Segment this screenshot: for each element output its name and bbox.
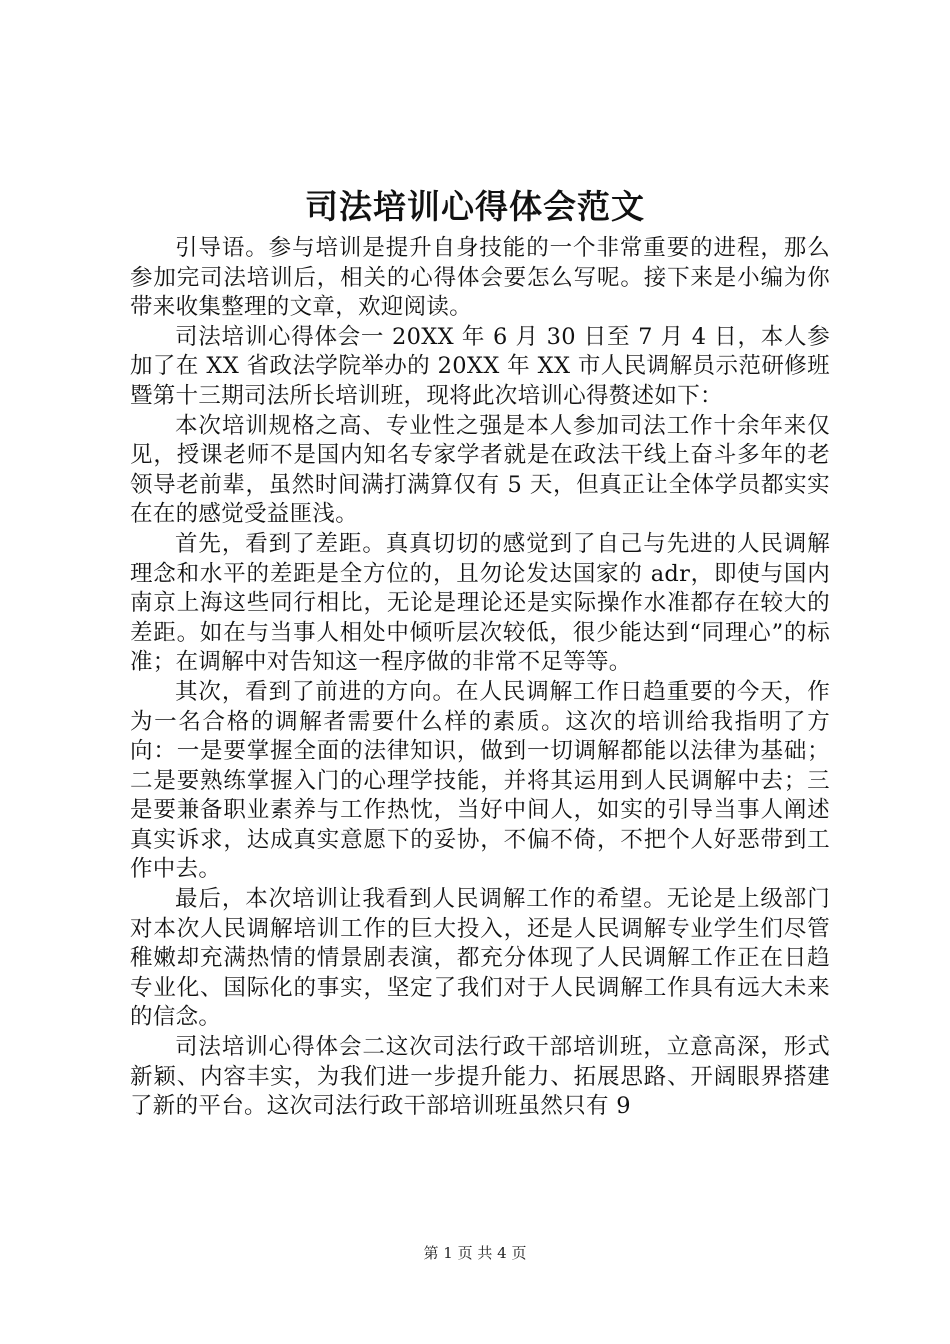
paragraph-last-hope: 最后，本次培训让我看到人民调解工作的希望。无论是上级部门对本次人民调解培训工作的巨大投入，还是人民调解专业学生们尽管稚嫩却充满热情的情景剧表演，都充分体现了人民调解工作正在日趋专业化、国际化的事实，坚定了我们对于人民调解工作具有远大未来的信念。: [130, 886, 830, 1031]
document-title: 司法培训心得体会范文: [305, 187, 645, 226]
paragraph-experience-one: 司法培训心得体会一 20XX 年 6 月 30 日至 7 月 4 日，本人参加了在 XX 省政法学院举办的 20XX 年 XX 市人民调解员示范研修班暨第十三期司法所长培训班，现将此次培训心得赘述如下：: [130, 323, 830, 409]
paragraph-experience-two: 司法培训心得体会二这次司法行政干部培训班，立意高深，形式新颖、内容丰实，为我们进一步提升能力、拓展思路、开阔眼界搭建了新的平台。这次司法行政干部培训班虽然只有 9: [130, 1034, 830, 1120]
paragraph-intro: 引导语。参与培训是提升自身技能的一个非常重要的进程，那么参加完司法培训后，相关的心得体会要怎么写呢。接下来是小编为你带来收集整理的文章，欢迎阅读。: [130, 235, 830, 321]
paragraph-first-gap: 首先，看到了差距。真真切切的感觉到了自己与先进的人民调解理念和水平的差距是全方位的，且勿论发达国家的 adr，即使与国内南京上海这些同行相比，无论是理论还是实际操作水准都存在较大的差距。如在与当事人相处中倾听层次较低，很少能达到“同理心”的标准；在调解中对告知这一程序做的非常不足等等。: [130, 530, 830, 676]
page-number-footer: 第 1 页 共 4 页: [423, 1244, 527, 1262]
document-body: [130, 234, 830, 1122]
paragraph-second-direction: 其次，看到了前进的方向。在人民调解工作日趋重要的今天，作为一名合格的调解者需要什么样的素质。这次的培训给我指明了方向：一是要掌握全面的法律知识，做到一切调解都能以法律为基础；二是要熟练掌握入门的心理学技能，并将其运用到人民调解中去；三是要兼备职业素养与工作热忱，当好中间人，如实的引导当事人阐述真实诉求，达成真实意愿下的妥协，不偏不倚，不把个人好恶带到工作中去。: [130, 678, 830, 883]
paragraph-training-quality: 本次培训规格之高、专业性之强是本人参加司法工作十余年来仅见，授课老师不是国内知名专家学者就是在政法干线上奋斗多年的老领导老前辈，虽然时间满打满算仅有 5 天，但真正让全体学员都实实在在的感觉受益匪浅。: [130, 412, 830, 528]
